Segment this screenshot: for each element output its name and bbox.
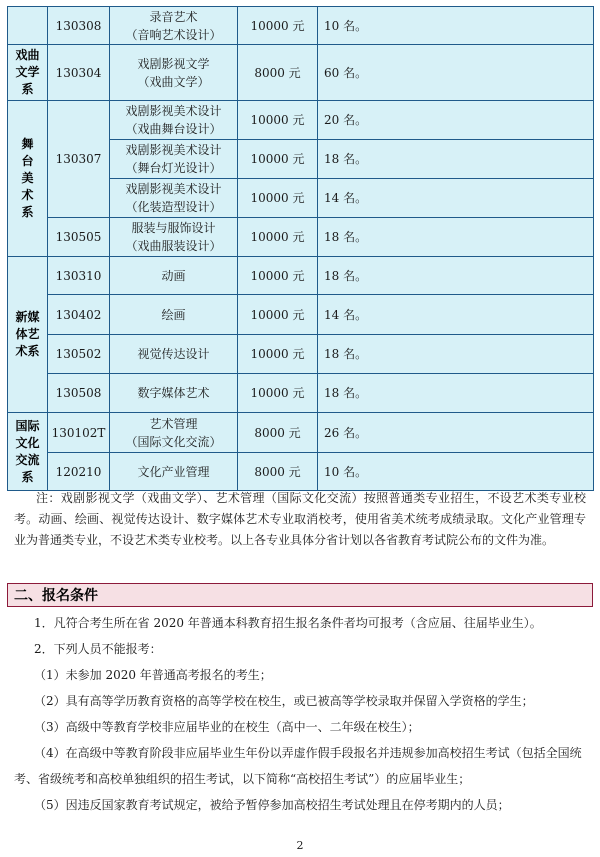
major-code: 130402 [48, 295, 110, 335]
major-name: 数字媒体艺术 [110, 374, 238, 413]
table-row [8, 374, 594, 413]
major-code: 130304 [48, 45, 110, 101]
dept-cell-xinmeiti: 新媒 体艺 术系 [8, 257, 48, 413]
table-row [8, 413, 594, 453]
major-name: 视觉传达设计 [110, 335, 238, 374]
major-name: 戏剧影视美术设计 （化装造型设计） [110, 179, 238, 218]
major-name: 戏剧影视美术设计 （舞台灯光设计） [110, 140, 238, 179]
tuition-fee: 8000 元 [238, 413, 318, 453]
table-row [8, 453, 594, 491]
major-code: 130308 [48, 7, 110, 45]
section-title: 二、报名条件 [14, 588, 98, 604]
tuition-fee: 8000 元 [238, 453, 318, 491]
condition-item: 1．凡符合考生所在省 2020 年普通本科教育招生报名条件者均可报考（含应届、往届毕业生）。 [34, 616, 542, 630]
table-row [8, 218, 594, 257]
table-row [8, 7, 594, 45]
enrollment-quota: 18 名。 [318, 335, 594, 374]
major-code: 130502 [48, 335, 110, 374]
tuition-fee: 10000 元 [238, 257, 318, 295]
enrollment-quota: 60 名。 [318, 45, 594, 101]
dept-cell-wutai: 舞 台 美 术 系 [8, 101, 48, 257]
tuition-fee: 10000 元 [238, 218, 318, 257]
table-row [8, 335, 594, 374]
condition-item: 2．下列人员不能报考： [34, 642, 162, 656]
condition-item: （1）未参加 2020 年普通高考报名的考生； [34, 668, 272, 682]
condition-item: （2）具有高等学历教育资格的高等学校在校生，或已被高等学校录取并保留入学资格的学生； [34, 694, 534, 708]
enrollment-quota: 18 名。 [318, 374, 594, 413]
major-code: 130310 [48, 257, 110, 295]
table-row [8, 295, 594, 335]
major-code: 130508 [48, 374, 110, 413]
registration-conditions-list [14, 610, 589, 818]
tuition-fee: 10000 元 [238, 295, 318, 335]
enrollment-quota: 20 名。 [318, 101, 594, 140]
major-name: 艺术管理 （国际文化交流） [110, 413, 238, 453]
dept-cell-guoji: 国际 文化 交流 系 [8, 413, 48, 491]
tuition-fee: 10000 元 [238, 140, 318, 179]
enrollment-quota: 10 名。 [318, 7, 594, 45]
enrollment-plan-table-wrap [7, 6, 593, 491]
table-note: 注：戏剧影视文学（戏曲文学）、艺术管理（国际文化交流）按照普通类专业招生，不设艺术类专业校考。动画、绘画、视觉传达设计、数字媒体艺术专业取消校考，使用省美术统考成绩录取。文化产业管理专业为普通类专业，不设艺术类专业校考。以上各专业具体分省计划以各省教育考试院公布的文件为准。 [14, 491, 586, 547]
enrollment-quota: 18 名。 [318, 140, 594, 179]
enrollment-quota: 26 名。 [318, 413, 594, 453]
enrollment-quota: 18 名。 [318, 218, 594, 257]
tuition-fee: 8000 元 [238, 45, 318, 101]
major-name: 文化产业管理 [110, 453, 238, 491]
enrollment-plan-table [7, 6, 594, 491]
major-name: 服装与服饰设计 （戏曲服装设计） [110, 218, 238, 257]
major-code: 120210 [48, 453, 110, 491]
condition-item: （5）因违反国家教育考试规定，被给予暂停参加高校招生考试处理且在停考期内的人员； [34, 798, 510, 812]
major-name: 动画 [110, 257, 238, 295]
table-row [8, 257, 594, 295]
tuition-fee: 10000 元 [238, 374, 318, 413]
major-name: 绘画 [110, 295, 238, 335]
major-code: 130307 [48, 101, 110, 218]
major-name: 录音艺术 （音响艺术设计） [110, 7, 238, 45]
condition-item: （3）高级中等教育学校非应届毕业的在校生（高中一、二年级在校生）； [34, 720, 420, 734]
dept-cell-xiqu: 戏曲 文学 系 [8, 45, 48, 101]
enrollment-quota: 18 名。 [318, 257, 594, 295]
page-number: 2 [296, 839, 304, 852]
enrollment-quota: 14 名。 [318, 179, 594, 218]
enrollment-quota: 14 名。 [318, 295, 594, 335]
dept-cell [8, 7, 48, 45]
table-row [8, 101, 594, 140]
section-heading-bar [7, 583, 593, 607]
tuition-fee: 10000 元 [238, 335, 318, 374]
major-name: 戏剧影视文学 （戏曲文学） [110, 45, 238, 101]
enrollment-quota: 10 名。 [318, 453, 594, 491]
condition-item: （4）在高级中等教育阶段非应届毕业生年份以弄虚作假手段报名并违规参加高校招生考试（包括全国统考、省级统考和高校单独组织的招生考试，以下简称“高校招生考试”）的应届毕业生； [14, 746, 582, 786]
major-code: 130505 [48, 218, 110, 257]
tuition-fee: 10000 元 [238, 179, 318, 218]
table-row [8, 45, 594, 101]
major-code: 130102T [48, 413, 110, 453]
tuition-fee: 10000 元 [238, 101, 318, 140]
tuition-fee: 10000 元 [238, 7, 318, 45]
major-name: 戏剧影视美术设计 （戏曲舞台设计） [110, 101, 238, 140]
